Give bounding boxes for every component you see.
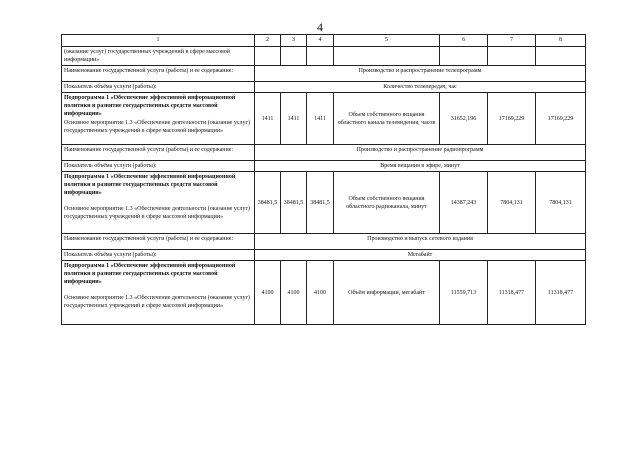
indicator-row xyxy=(62,161,586,172)
value-col2: 1411 xyxy=(255,93,281,145)
program-event: Основное мероприятие 1.3 «Обеспечение деятельности (оказание услуг) государственных учреждений в сфере массовой информации» xyxy=(64,206,250,220)
value-col5: Объём информации, мегабайт xyxy=(334,261,440,325)
value-col5: Объем собственного вещания областного канала телевидения, часов xyxy=(334,93,440,145)
header-cell: 3 xyxy=(281,35,307,47)
value-col7: 7804,131 xyxy=(488,172,536,234)
indicator-row xyxy=(62,250,586,261)
indicator-label: Показатель объёма услуги (работы): xyxy=(62,82,255,93)
header-row xyxy=(62,35,586,47)
program-cell xyxy=(62,172,255,234)
indicator-label: Показатель объёма услуги (работы): xyxy=(62,250,255,261)
program-event: Основное мероприятие 1.3 «Обеспечение деятельности (оказание услуг) государственных учреждений в сфере массовой информации» xyxy=(64,120,250,134)
value-col6: 11559,713 xyxy=(440,261,488,325)
indicator-value: Количество телепередач, час xyxy=(255,82,586,93)
page-number: 4 xyxy=(317,20,323,34)
header-cell: 1 xyxy=(62,35,255,47)
value-col2: 38481,5 xyxy=(255,172,281,234)
value-col4: 1411 xyxy=(307,93,334,145)
header-cell: 8 xyxy=(536,35,586,47)
indicator-row xyxy=(62,82,586,93)
value-col8: 11318,477 xyxy=(536,261,586,325)
value-col4: 4100 xyxy=(307,261,334,325)
continuation-text: (оказание услуг) государственных учреждений в сфере массовой информации» xyxy=(62,47,255,66)
program-cell xyxy=(62,93,255,145)
value-col7: 17169,229 xyxy=(488,93,536,145)
value-col8: 17169,229 xyxy=(536,93,586,145)
service-name-label: Наименование государственной услуги (работы) и ее содержание: xyxy=(62,234,255,250)
program-row xyxy=(62,261,586,325)
program-title: Подпрограмма 1 «Обеспечение эффективной информационной политики и развитие государственных средств массовой информации» xyxy=(64,174,236,196)
value-col3: 1411 xyxy=(281,93,307,145)
service-name-row xyxy=(62,145,586,161)
value-col3: 38481,5 xyxy=(281,172,307,234)
header-cell: 4 xyxy=(307,35,334,47)
value-col5: Объем собственного вещания областного радиоканала, минут xyxy=(334,172,440,234)
program-title: Подпрограмма 1 «Обеспечение эффективной информационной политики и развитие государственных средств массовой информации» xyxy=(64,95,236,117)
service-name-row xyxy=(62,234,586,250)
header-cell: 6 xyxy=(440,35,488,47)
service-name-value: Производство и распространение телепрограмм xyxy=(255,66,586,82)
service-name-value: Производство и выпуск сетевого издания xyxy=(255,234,586,250)
header-cell: 2 xyxy=(255,35,281,47)
indicator-label: Показатель объёма услуги (работы): xyxy=(62,161,255,172)
data-table xyxy=(61,34,586,325)
indicator-value: Время вещания в эфире, минут xyxy=(255,161,586,172)
service-name-row xyxy=(62,66,586,82)
program-row xyxy=(62,172,586,234)
program-title: Подпрограмма 1 «Обеспечение эффективной информационной политики и развитие государственных средств массовой информации» xyxy=(64,263,236,285)
program-cell xyxy=(62,261,255,325)
value-col2: 4100 xyxy=(255,261,281,325)
value-col6: 31652,196 xyxy=(440,93,488,145)
indicator-value: Мегабайт xyxy=(255,250,586,261)
value-col4: 38481,5 xyxy=(307,172,334,234)
header-cell: 5 xyxy=(334,35,440,47)
header-cell: 7 xyxy=(488,35,536,47)
program-row xyxy=(62,93,586,145)
service-name-value: Производство и распространение радиопрограмм xyxy=(255,145,586,161)
continuation-row xyxy=(62,47,586,66)
value-col6: 14387,243 xyxy=(440,172,488,234)
value-col3: 4100 xyxy=(281,261,307,325)
service-name-label: Наименование государственной услуги (работы) и ее содержание: xyxy=(62,66,255,82)
value-col8: 7804,131 xyxy=(536,172,586,234)
service-name-label: Наименование государственной услуги (работы) и ее содержание: xyxy=(62,145,255,161)
program-event: Основное мероприятие 1.3 «Обеспечение деятельности (оказание услуг) государственных учреждений в сфере массовой информации» xyxy=(64,295,250,309)
value-col7: 11318,477 xyxy=(488,261,536,325)
